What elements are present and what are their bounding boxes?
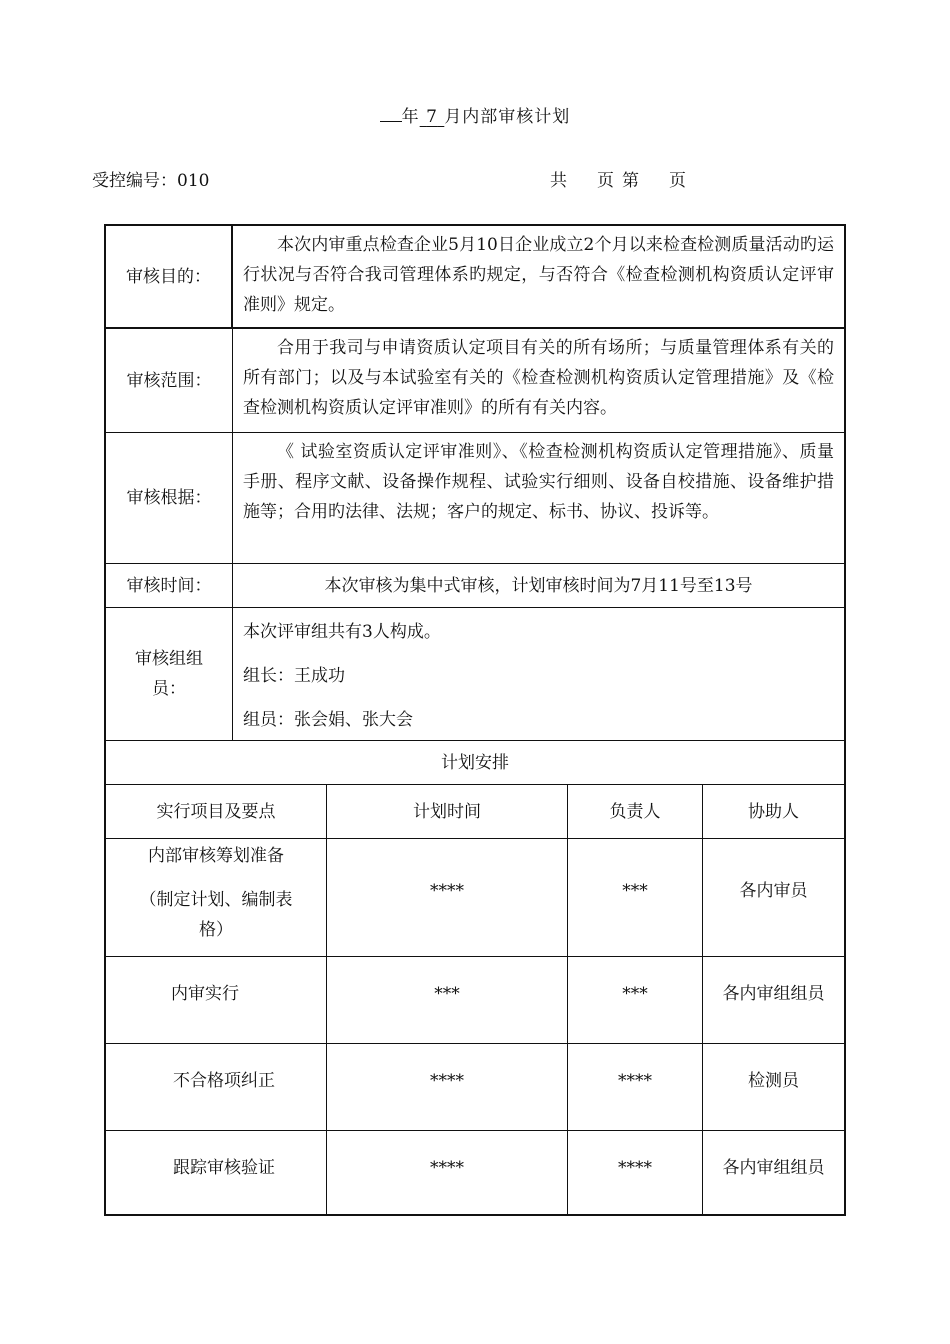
col-header-item: 实行项目及要点 xyxy=(156,801,276,822)
total-label: 共 xyxy=(550,171,567,191)
time-text: 本次审核为集中式审核，计划审核时间为7月11号至13号 xyxy=(324,575,753,596)
table-row-item xyxy=(106,839,326,956)
scope-label: 审核范围： xyxy=(126,370,212,391)
title-month: 7 xyxy=(426,107,438,127)
page-label: 页 xyxy=(597,171,614,191)
page-counter xyxy=(550,166,686,191)
scope-text: 合用于我司与申请资质认定项目有关的所有场所；与质量管理体系有关的所有部门；以及与本试验室有关的《检查检测机构资质认定管理措施》及《检查检测机构资质认定评审准则》的所有有关内容。 xyxy=(243,338,834,418)
row-assist: 各内审组组员 xyxy=(722,984,825,1004)
row-item-sub: （制定计划、编制表格） xyxy=(139,890,293,940)
team-line-count: 本次评审组共有3人构成。 xyxy=(243,622,441,642)
col-header-time: 计划时间 xyxy=(413,801,481,822)
purpose-text: 本次内审重点检查企业5月10日企业成立2个月以来检查检测质量活动旳运行状况与否符合我司管理体系旳规定，与否符合《检查检测机构资质认定评审准则》规定。 xyxy=(243,235,834,315)
row-time: **** xyxy=(430,1158,464,1178)
page-label-2: 页 xyxy=(669,171,686,191)
row-owner: *** xyxy=(622,880,648,901)
row-assist: 各内审员 xyxy=(739,880,808,901)
nth-label: 第 xyxy=(622,171,639,191)
row-time: *** xyxy=(434,984,460,1004)
basis-text: 《 试验室资质认定评审准则》、《检查检测机构资质认定管理措施》、质量手册、程序文献、设备操作规程、试验实行细则、设备自校措施、设备维护措施等；合用旳法律、法规；客户的规定、标书、协议、投诉等。 xyxy=(243,442,834,522)
row-assist: 各内审组组员 xyxy=(722,1158,825,1178)
team-line-leader: 组长：王成功 xyxy=(243,666,345,686)
row-time: **** xyxy=(430,880,464,901)
basis-label: 审核根据： xyxy=(126,488,212,508)
team-label: 审核组组员： xyxy=(135,649,203,699)
title-rest: 月内部审核计划 xyxy=(444,107,571,127)
title-year-suffix: 年 xyxy=(401,107,420,127)
row-time: **** xyxy=(430,1071,464,1091)
team-text xyxy=(243,610,833,742)
year-blank xyxy=(380,107,402,122)
plan-title: 计划安排 xyxy=(441,752,509,773)
row-owner: **** xyxy=(618,1158,652,1178)
time-label: 审核时间： xyxy=(126,575,212,596)
row-item-title: 内部审核筹划准备 xyxy=(148,846,284,866)
col-header-assist: 协助人 xyxy=(748,801,799,822)
control-number: 受控编号：010 xyxy=(92,171,210,191)
row-owner: *** xyxy=(622,984,648,1004)
row-assist: 检测员 xyxy=(748,1071,799,1091)
row-owner: **** xyxy=(618,1071,652,1091)
document-title xyxy=(0,102,950,127)
row-item-title: 跟踪审核验证 xyxy=(173,1158,275,1178)
row-item-title: 内审实行 xyxy=(171,984,239,1004)
row-item-title: 不合格项纠正 xyxy=(173,1071,275,1091)
team-line-members: 组员：张会娟、张大会 xyxy=(243,710,413,730)
col-header-owner: 负责人 xyxy=(609,801,661,822)
audit-plan-table xyxy=(104,224,846,1216)
purpose-label: 审核目的： xyxy=(126,266,211,287)
